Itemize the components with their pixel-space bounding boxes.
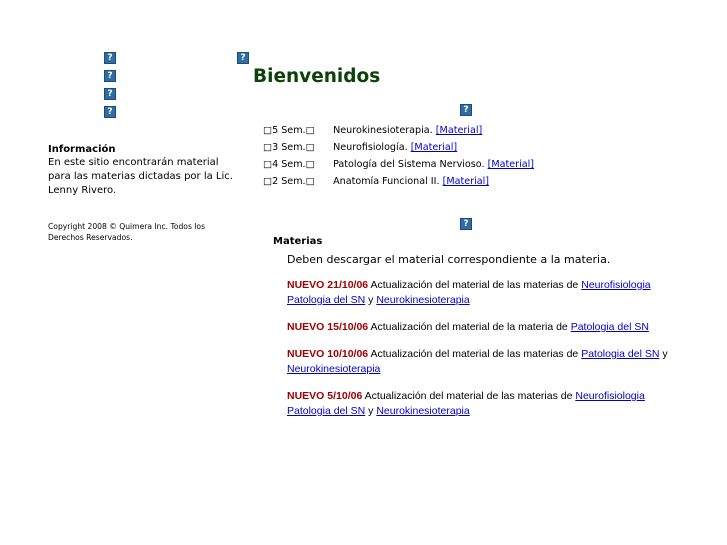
news-date: 21/10/06 (327, 279, 369, 291)
neurofisiologia-link[interactable]: Neurofisiologia (575, 390, 645, 402)
news-item (287, 347, 687, 377)
info-heading: Información (48, 144, 116, 155)
broken-image-icon (104, 88, 116, 100)
news-item (287, 320, 687, 335)
material-link[interactable]: [Material] (410, 142, 458, 153)
patologia-link[interactable]: Patologia del SN (287, 294, 366, 306)
news-badge: NUEVO (287, 390, 325, 402)
news-item (287, 389, 687, 419)
course-row (263, 125, 482, 136)
news-date: 10/10/06 (327, 348, 369, 360)
news-badge: NUEVO (287, 321, 325, 333)
news-text: Actualización del material de las materias de (364, 390, 573, 402)
copyright: Copyright 2008 © Quimera Inc. Todos los Derechos Reservados. (48, 222, 206, 242)
info-text: En este sitio encontrarán material para las materias dictadas por la Lic. Lenny Rivero. (48, 157, 233, 196)
page-title: Bienvenidos (253, 66, 381, 87)
course-name: Neurofisiología. (333, 142, 408, 153)
course-semester: □3 Sem.□ (263, 142, 315, 153)
news-item (287, 278, 687, 308)
news-date: 15/10/06 (327, 321, 369, 333)
course-row (263, 159, 534, 170)
broken-image-icon (104, 70, 116, 82)
course-row (263, 176, 489, 187)
course-semester: □4 Sem.□ (263, 159, 315, 170)
news-text: Actualización del material de las materias de (370, 279, 579, 291)
broken-image-icon (237, 52, 249, 64)
broken-image-icon (460, 104, 472, 116)
news-separator: y (368, 294, 374, 306)
patologia-link[interactable]: Patologia del SN (570, 321, 649, 333)
news-badge: NUEVO (287, 279, 325, 291)
news-separator: y (368, 405, 374, 417)
broken-image-icon (460, 218, 472, 230)
broken-image-icon (104, 106, 116, 118)
news-text: Actualización del material de las materias de (370, 348, 579, 360)
neurokinesioterapia-link[interactable]: Neurokinesioterapia (376, 294, 470, 306)
materias-intro: Deben descargar el material correspondiente a la materia. (287, 253, 611, 266)
materias-heading: Materias (273, 236, 323, 247)
neurofisiologia-link[interactable]: Neurofisiologia (581, 279, 651, 291)
material-link[interactable]: [Material] (487, 159, 535, 170)
course-row (263, 142, 457, 153)
patologia-link[interactable]: Patologia del SN (581, 348, 660, 360)
course-name: Anatomía Funcional II. (333, 176, 440, 187)
course-semester: □5 Sem.□ (263, 125, 315, 136)
news-date: 5/10/06 (327, 390, 363, 402)
broken-image-icon (104, 52, 116, 64)
neurokinesioterapia-link[interactable]: Neurokinesioterapia (287, 363, 381, 375)
patologia-link[interactable]: Patologia del SN (287, 405, 366, 417)
neurokinesioterapia-link[interactable]: Neurokinesioterapia (376, 405, 470, 417)
course-name: Patología del Sistema Nervioso. (333, 159, 485, 170)
news-separator: y (662, 348, 668, 360)
course-semester: □2 Sem.□ (263, 176, 315, 187)
material-link[interactable]: [Material] (442, 176, 490, 187)
news-text: Actualización del material de la materia de (370, 321, 568, 333)
course-name: Neurokinesioterapia. (333, 125, 433, 136)
news-badge: NUEVO (287, 348, 325, 360)
material-link[interactable]: [Material] (435, 125, 483, 136)
